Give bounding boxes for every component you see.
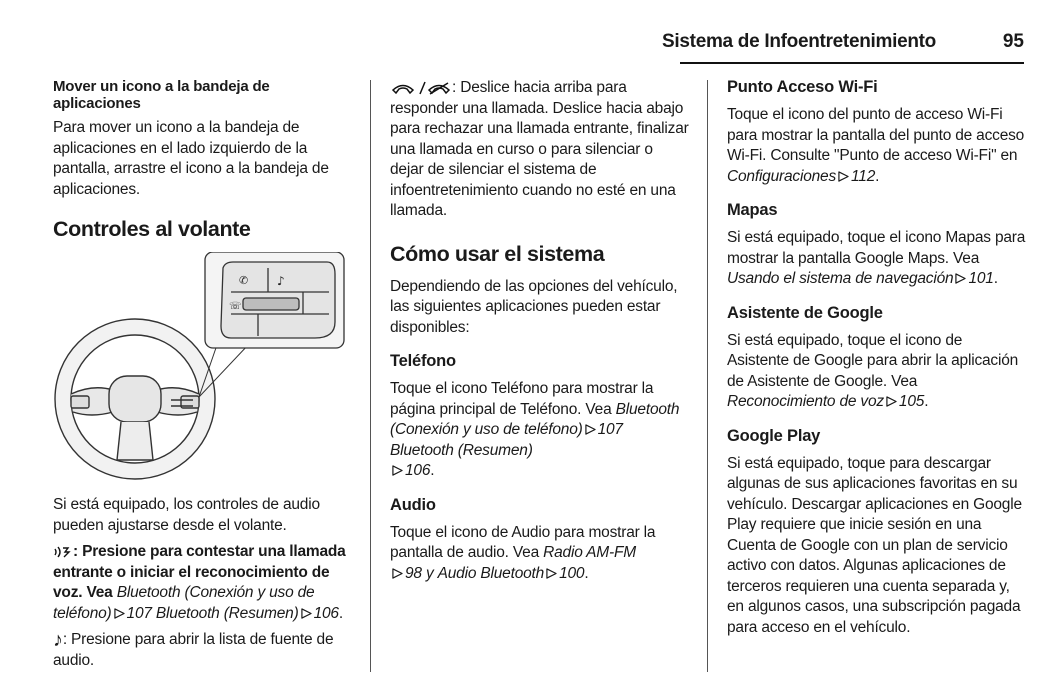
tray-text: Para mover un icono a la bandeja de aplicaciones en el lado izquierdo de la pantalla, arrastre el icono a la bandeja de aplicaciones. [53, 119, 329, 198]
column-2 [390, 78, 690, 584]
wifi-paragraph: Toque el icono del punto de acceso Wi-Fi para mostrar la pantalla del punto de acceso Wi-Fi. Consulte "Punto de acceso Wi-Fi" en Configuraciones 112. [727, 106, 1025, 185]
assistant-ref-page: 105 [898, 393, 925, 410]
voice-paragraph: : Presione para contestar una llamada entrante o iniciar el reconocimiento de voz. Vea Bluetooth (Conexión y uso de teléfono) 107 Bluetooth (Resumen) 106. [53, 543, 346, 622]
page-ref-arrow-icon [114, 608, 125, 619]
voice-text: : Presione para contestar una llamada entrante o iniciar el reconocimiento de voz. Vea [53, 543, 346, 601]
audio-ref-2-page: 100 [559, 564, 585, 582]
steering-wheel-illustration [53, 252, 345, 494]
google-play-text: Si está equipado, toque para descargar algunas de sus aplicaciones favoritas en su vehículo. Descargar aplicaciones en Google Play requiere que inicie sesión en una Cuenta de Google con un plan de servicio activo con datos. Algunas aplicaciones de terceros requieren una cuenta separada y, en algunos casos, una subscripción pagada para acceso en el vehículo. [727, 454, 1022, 636]
page-ref-arrow-icon [392, 568, 403, 579]
button-panel-callout [205, 252, 344, 348]
audio-and: y [425, 564, 434, 582]
phone-ref-1: Bluetooth (Conexión y uso de teléfono) [390, 400, 680, 438]
assistant-text: Si está equipado, toque el icono de Asistente de Google para abrir la aplicación de Asistente de Google. Vea [727, 331, 1019, 390]
assistant-heading: Asistente de Google [727, 303, 883, 322]
audio-text: Toque el icono de Audio para mostrar la pantalla de audio. Vea [390, 523, 656, 561]
phone-answer-end-icon [390, 80, 452, 96]
page-ref-arrow-icon [585, 424, 596, 435]
page-ref-arrow-icon [546, 568, 557, 579]
music-note-icon: ♪ [53, 628, 63, 651]
voice-ref-1-page: 107 [126, 604, 152, 622]
voice-ref-2: Bluetooth (Resumen) [155, 604, 299, 622]
maps-heading: Mapas [727, 201, 778, 219]
phone-paragraph: Toque el icono Teléfono para mostrar la página principal de Teléfono. Vea Bluetooth (Conexión y uso de teléfono) 107 Bluetooth (Resumen) 106. [390, 380, 680, 479]
svg-text:✆: ✆ [239, 274, 249, 287]
phone-ref-2-page: 106 [405, 462, 431, 479]
page-number: 95 [1002, 31, 1024, 52]
phone-ref-2: Bluetooth (Resumen) [390, 441, 533, 459]
maps-ref-page: 101 [968, 270, 994, 287]
column-1 [53, 78, 353, 671]
call-paragraph [390, 78, 690, 222]
steering-controls-title: Controles al volante [53, 217, 251, 241]
voice-talk-icon [53, 545, 73, 559]
wifi-text: Toque el icono del punto de acceso Wi-Fi para mostrar la pantalla del punto de acceso Wi-Fi. Consulte "Punto de acceso Wi-Fi" en [727, 106, 1025, 164]
phone-ref-1-page: 107 [597, 421, 623, 438]
using-system-intro: Dependiendo de las opciones del vehículo, las siguientes aplicaciones pueden estar disponibles: [390, 277, 678, 336]
steering-wheel-icon [55, 319, 215, 479]
source-paragraph [53, 630, 353, 671]
page-ref-arrow-icon [301, 608, 312, 619]
audio-intro: Si está equipado, los controles de audio pueden ajustarse desde el volante. [53, 496, 320, 534]
audio-ref-1-page: 98 [405, 564, 422, 582]
wifi-ref: Configuraciones [727, 167, 837, 185]
phone-text: Toque el icono Teléfono para mostrar la página principal de Teléfono. Vea [390, 380, 654, 418]
google-play-heading: Google Play [727, 426, 821, 445]
page-ref-arrow-icon [392, 465, 403, 476]
tray-heading: Mover un icono a la bandeja de aplicaciones [53, 78, 270, 112]
column-divider-1 [370, 80, 371, 672]
wifi-heading: Punto Acceso Wi-Fi [727, 78, 878, 96]
source-text: : Presione para abrir la lista de fuente de audio. [53, 631, 334, 669]
voice-ref-1: Bluetooth (Conexión y uso de teléfono) [53, 584, 315, 622]
call-text: : Deslice hacia arriba para responder una llamada. Deslice hacia abajo para rechazar una llamada entrante, finalizar una llamada en curso o para silenciar o dejar de silenciar el sistema de infoentretenimiento cuando no esté en una llamada. [390, 79, 689, 219]
audio-ref-2: Audio Bluetooth [437, 564, 545, 582]
audio-paragraph: Toque el icono de Audio para mostrar la pantalla de audio. Vea Radio AM-FM 98 y Audio Bluetooth 100. [390, 523, 656, 582]
voice-ref-2-page: 106 [313, 604, 339, 622]
svg-text:♪: ♪ [277, 274, 285, 288]
phone-heading: Teléfono [390, 352, 456, 370]
svg-text:☏: ☏ [229, 301, 242, 312]
assistant-ref: Reconocimiento de voz [727, 393, 884, 410]
maps-paragraph: Si está equipado, toque el icono Mapas para mostrar la pantalla Google Maps. Vea Usando el sistema de navegación 101. [727, 229, 1026, 287]
maps-ref: Usando el sistema de navegación [727, 270, 954, 287]
header-title: Sistema de Infoentretenimiento [662, 31, 936, 52]
using-system-title: Cómo usar el sistema [390, 241, 605, 266]
maps-text: Si está equipado, toque el icono Mapas para mostrar la pantalla Google Maps. Vea [727, 229, 1026, 267]
header-rule [680, 62, 1024, 64]
audio-ref-1: Radio AM-FM [543, 544, 636, 561]
wifi-ref-page: 112 [851, 167, 876, 185]
page-ref-arrow-icon [838, 171, 849, 182]
column-divider-2 [707, 80, 708, 672]
page-ref-arrow-icon [886, 396, 897, 407]
assistant-paragraph: Si está equipado, toque el icono de Asistente de Google para abrir la aplicación de Asistente de Google. Vea Reconocimiento de voz 105. [727, 331, 1019, 410]
page-ref-arrow-icon [955, 273, 966, 284]
audio-heading: Audio [390, 495, 436, 514]
column-3 [727, 78, 1027, 638]
